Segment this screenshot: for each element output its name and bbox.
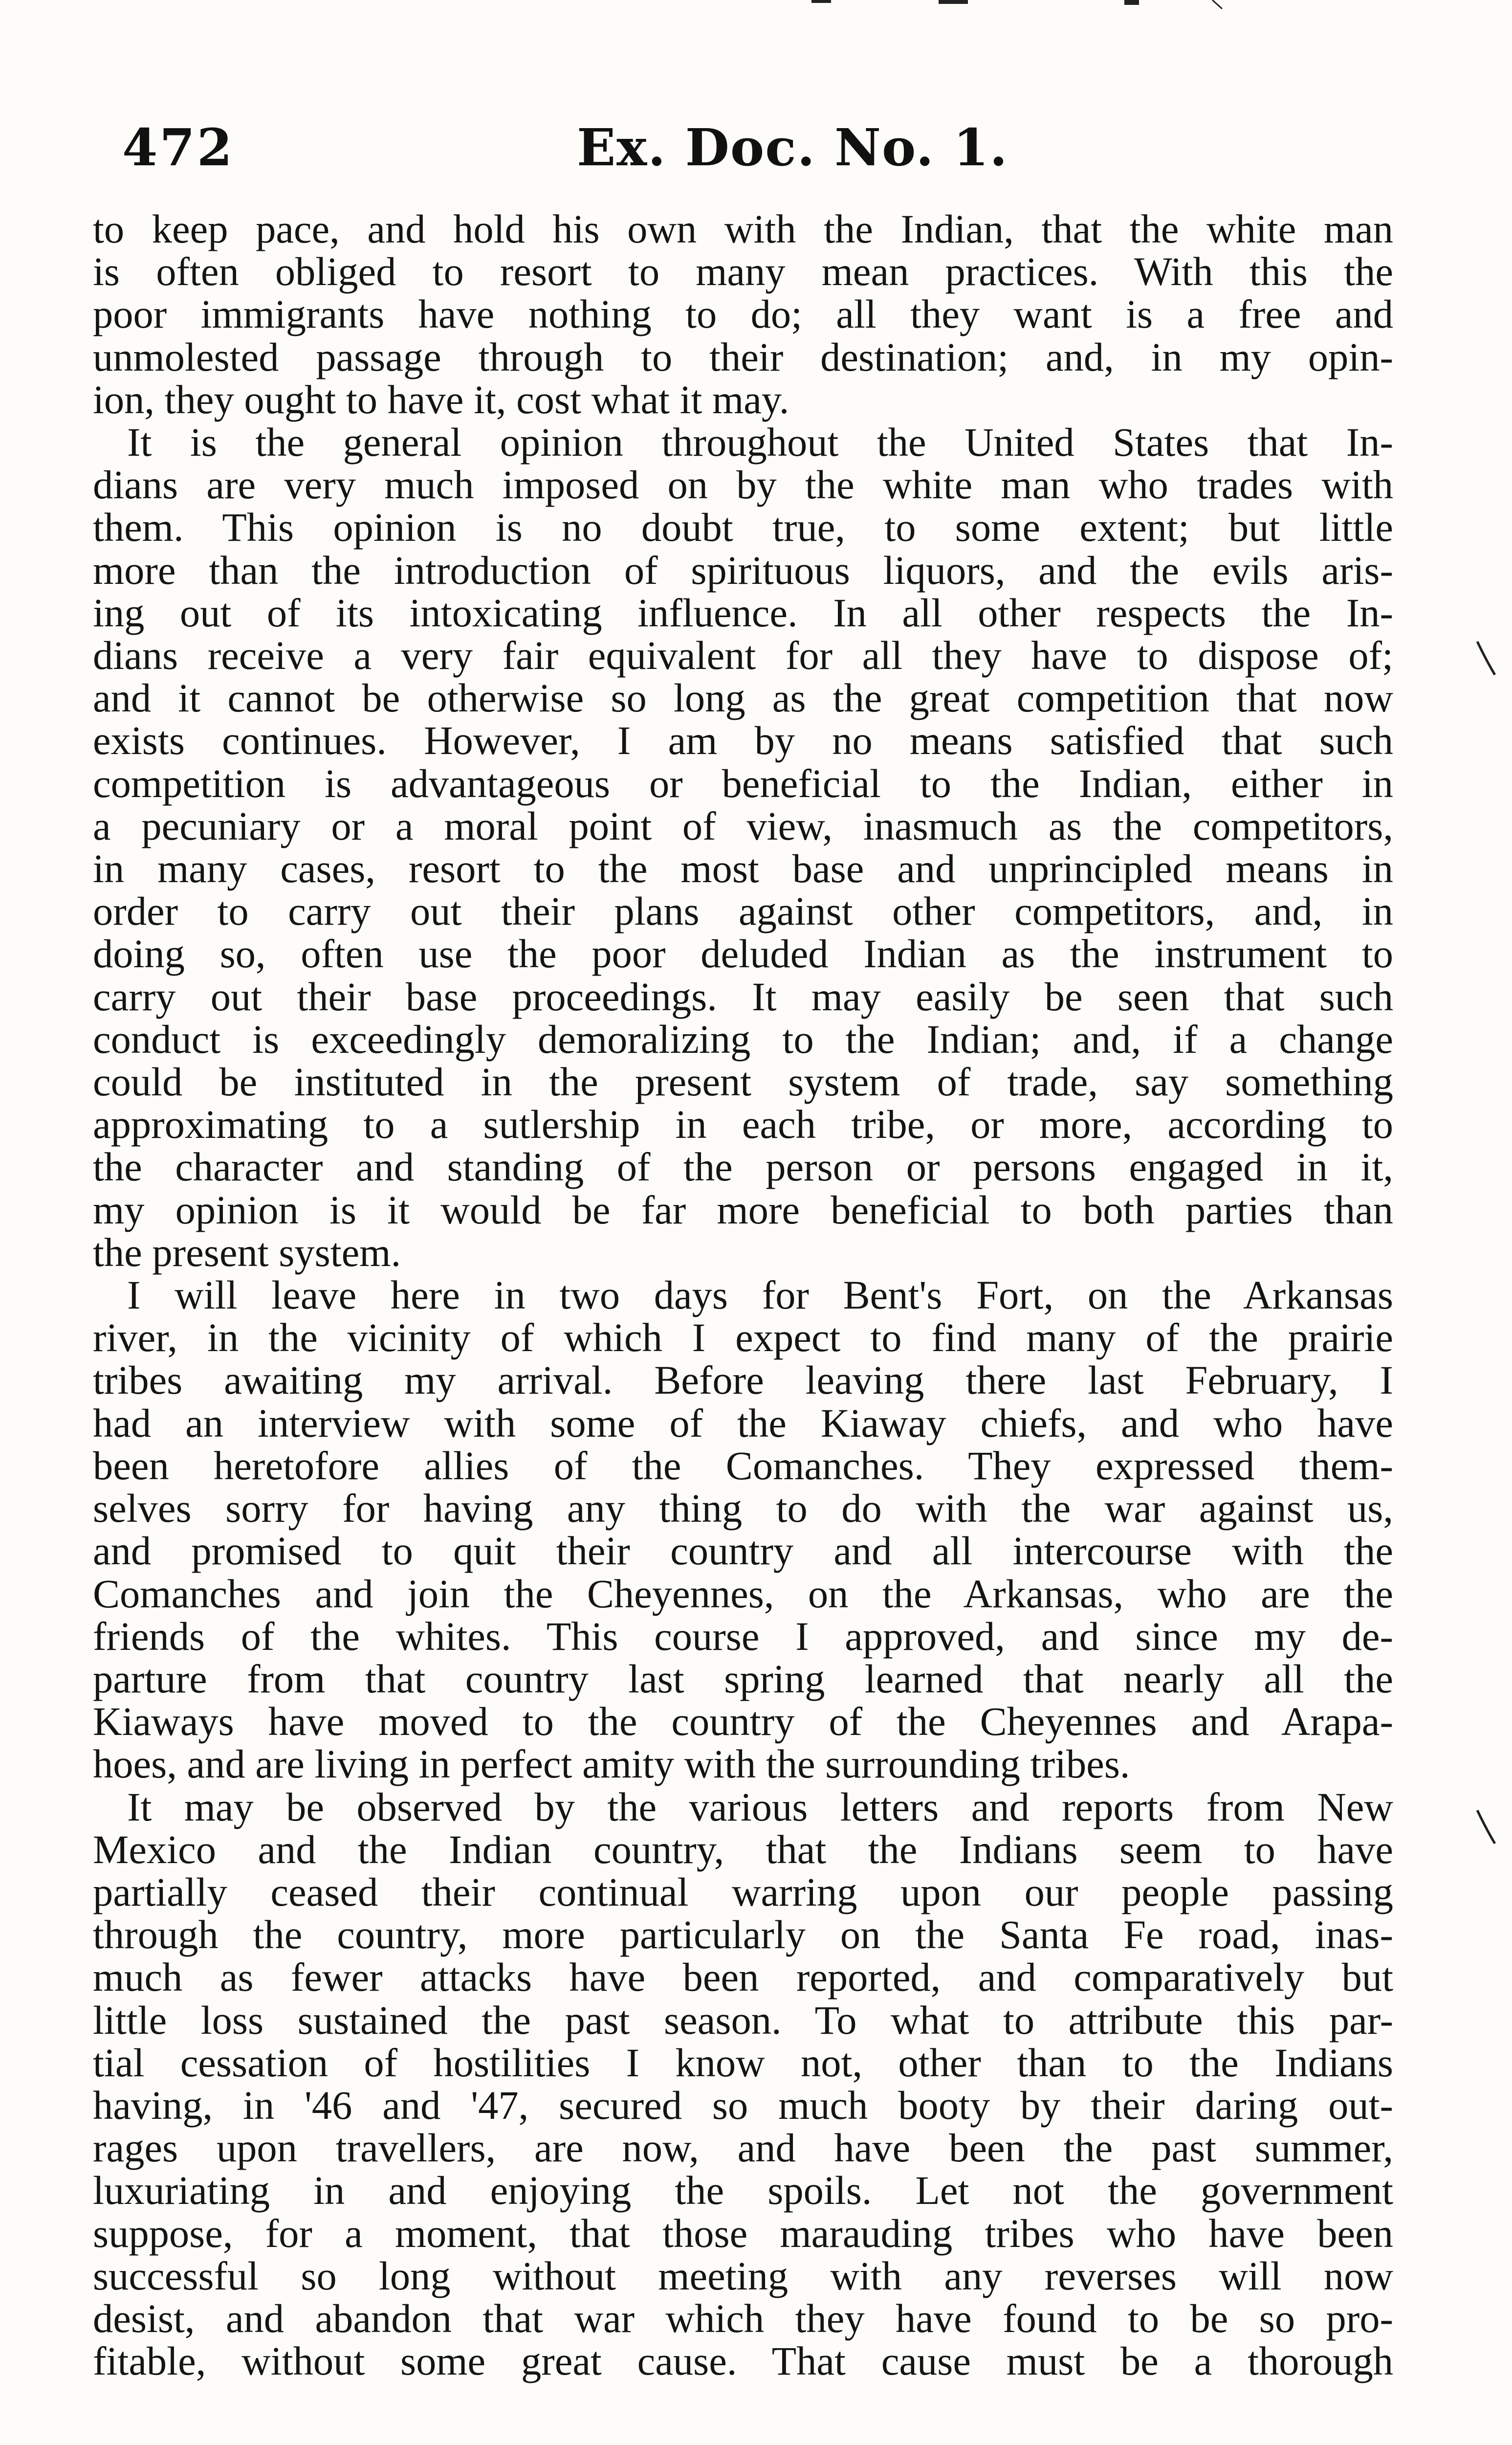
- text-line: selves sorry for having any thing to do with the war against us,: [93, 1486, 1393, 1531]
- text-line: conduct is exceedingly demoralizing to the Indian; and, if a change: [93, 1016, 1393, 1062]
- paragraph: [93, 208, 1393, 421]
- text-line: the present system.: [93, 1229, 401, 1275]
- text-line: poor immigrants have nothing to do; all they want is a free and: [93, 291, 1393, 337]
- text-line: ion, they ought to have it, cost what it may.: [93, 377, 789, 422]
- text-line: more than the introduction of spirituous liquors, and the evils aris-: [93, 547, 1393, 593]
- scan-edge-marks: [782, 0, 1271, 11]
- text-line: parture from that country last spring learned that nearly all the: [93, 1656, 1393, 1701]
- text-line: in many cases, resort to the most base and unprincipled means in: [93, 846, 1393, 891]
- page-header: [122, 117, 1393, 196]
- text-line: dians receive a very fair equivalent for all they have to dispose of;: [93, 633, 1393, 678]
- text-line: unmolested passage through to their destination; and, in my opin-: [93, 334, 1393, 379]
- text-line: through the country, more particularly on the Santa Fe road, inas-: [93, 1912, 1393, 1957]
- margin-mark: [1476, 641, 1496, 680]
- text-line: is often obliged to resort to many mean practices. With this the: [93, 249, 1393, 294]
- text-line: Comanches and join the Cheyennes, on the Arkansas, who are the: [93, 1571, 1393, 1616]
- text-line: ing out of its intoxicating influence. In all other respects the In-: [93, 590, 1393, 635]
- text-line: It may be observed by the various letters and reports from New: [127, 1784, 1393, 1829]
- document-body: [93, 208, 1393, 2382]
- text-line: to keep pace, and hold his own with the Indian, that the white man: [93, 206, 1393, 251]
- paragraph: [93, 421, 1393, 1274]
- text-line: hoes, and are living in perfect amity with the surrounding tribes.: [93, 1741, 1130, 1787]
- text-line: my opinion is it would be far more beneficial to both parties than: [93, 1187, 1393, 1232]
- page-number: 472: [122, 117, 235, 178]
- text-line: a pecuniary or a moral point of view, inasmuch as the competitors,: [93, 803, 1393, 848]
- text-line: Mexico and the Indian country, that the Indians seem to have: [93, 1826, 1393, 1872]
- text-line: the character and standing of the person or persons engaged in it,: [93, 1144, 1393, 1190]
- text-line: friends of the whites. This course I approved, and since my de-: [93, 1613, 1393, 1659]
- text-line: luxuriating in and enjoying the spoils. Let not the government: [93, 2168, 1393, 2213]
- text-line: suppose, for a moment, that those marauding tribes who have been: [93, 2210, 1393, 2256]
- text-line: and promised to quit their country and all intercourse with the: [93, 1528, 1393, 1574]
- paragraph: [93, 1786, 1393, 2383]
- text-line: could be instituted in the present system of trade, say something: [93, 1059, 1393, 1105]
- text-line: competition is advantageous or beneficial to the Indian, either in: [93, 760, 1393, 806]
- text-line: exists continues. However, I am by no means satisfied that such: [93, 718, 1393, 763]
- paragraph: [93, 1274, 1393, 1785]
- text-line: tial cessation of hostilities I know not, other than to the Indians: [93, 2040, 1393, 2085]
- text-line: doing so, often use the poor deluded Indian as the instrument to: [93, 931, 1393, 977]
- text-line: been heretofore allies of the Comanches. They expressed them-: [93, 1443, 1393, 1488]
- text-line: much as fewer attacks have been reported, and comparatively but: [93, 1955, 1393, 2000]
- text-line: having, in '46 and '47, secured so much booty by their daring out-: [93, 2082, 1393, 2128]
- text-line: carry out their base proceedings. It may easily be seen that such: [93, 974, 1393, 1019]
- text-line: tribes awaiting my arrival. Before leaving there last February, I: [93, 1357, 1393, 1403]
- text-line: desist, and abandon that war which they have found to be so pro-: [93, 2295, 1393, 2341]
- text-line: them. This opinion is no doubt true, to some extent; but little: [93, 505, 1393, 550]
- text-line: and it cannot be otherwise so long as the great competition that now: [93, 675, 1393, 721]
- text-line: Kiaways have moved to the country of the Cheyennes and Arapa-: [93, 1699, 1393, 1744]
- text-line: little loss sustained the past season. To what to attribute this par-: [93, 1997, 1393, 2043]
- text-line: fitable, without some great cause. That cause must be a thorough: [93, 2338, 1393, 2384]
- text-line: had an interview with some of the Kiaway chiefs, and who have: [93, 1400, 1393, 1445]
- running-head: Ex. Doc. No. 1.: [577, 117, 1008, 178]
- text-line: approximating to a sutlership in each tribe, or more, according to: [93, 1102, 1393, 1147]
- text-line: river, in the vicinity of which I expect to find many of the prairie: [93, 1315, 1393, 1360]
- text-line: partially ceased their continual warring upon our people passing: [93, 1869, 1393, 1914]
- text-line: It is the general opinion throughout the United States that In-: [127, 420, 1393, 465]
- text-line: I will leave here in two days for Bent's Fort, on the Arkansas: [127, 1272, 1393, 1318]
- text-line: order to carry out their plans against other competitors, and, in: [93, 889, 1393, 934]
- text-line: successful so long without meeting with any reverses will now: [93, 2253, 1393, 2298]
- margin-mark: [1476, 1809, 1496, 1848]
- text-line: dians are very much imposed on by the white man who trades with: [93, 462, 1393, 508]
- text-line: rages upon travellers, are now, and have been the past summer,: [93, 2125, 1393, 2171]
